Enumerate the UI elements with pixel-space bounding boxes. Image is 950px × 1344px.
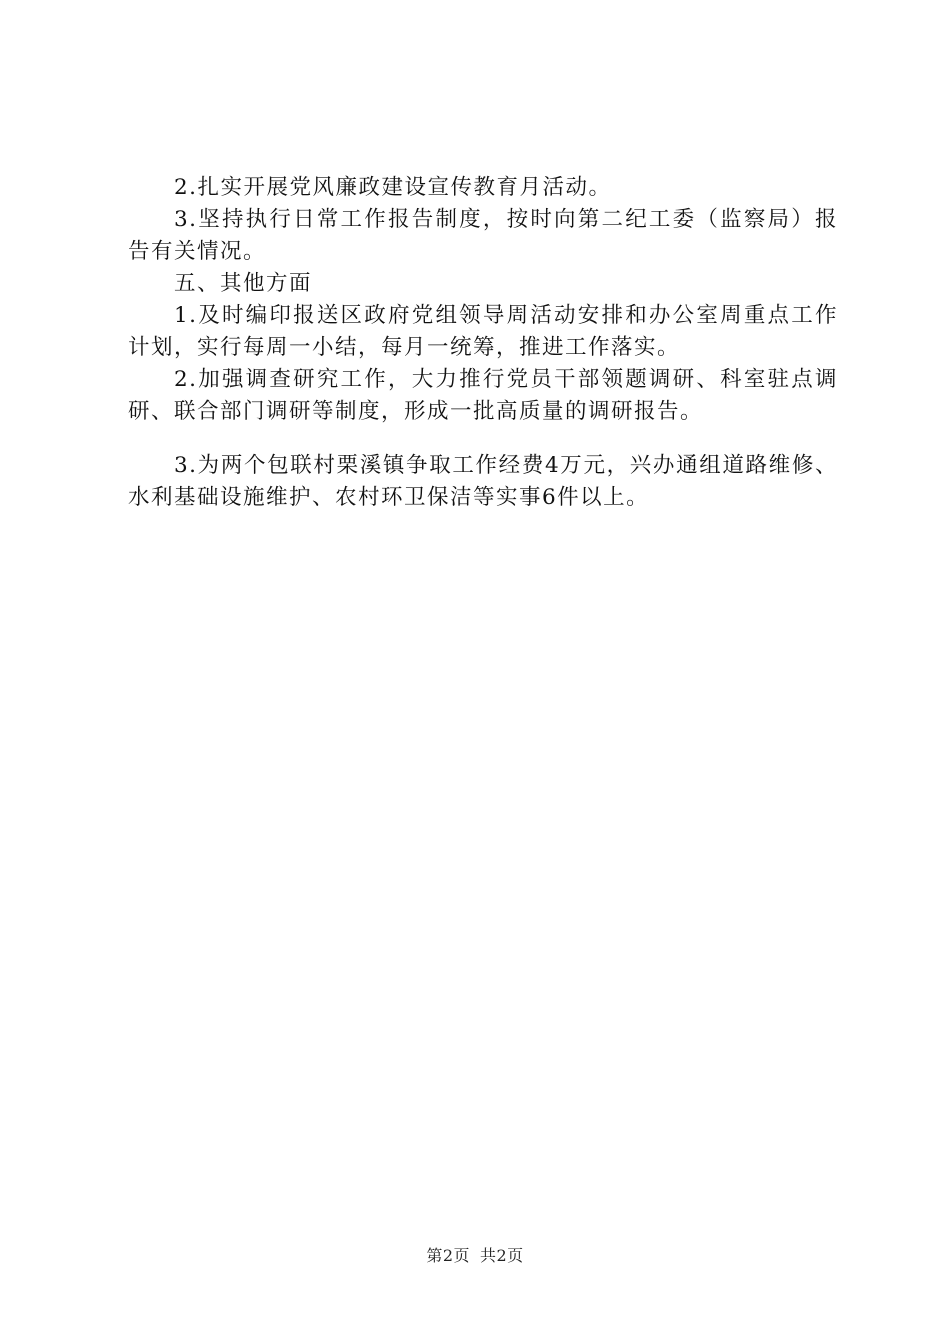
page-number-total: 共2页 [480, 1246, 524, 1265]
paragraph-item-3-village: 3.为两个包联村栗溪镇争取工作经费4万元，兴办通组道路维修、水利基础设施维护、农村环卫保洁等实事6件以上。 [128, 453, 838, 510]
paragraph-item-2: 2.扎实开展党风廉政建设宣传教育月活动。 [174, 175, 612, 200]
paragraph-item-3-report: 3.坚持执行日常工作报告制度，按时向第二纪工委（监察局）报告有关情况。 [128, 207, 838, 264]
paragraph-item-1-schedule: 1.及时编印报送区政府党组领导周活动安排和办公室周重点工作计划，实行每周一小结，每月一统筹，推进工作落实。 [128, 303, 838, 360]
section-heading-other: 五、其他方面 [174, 271, 313, 296]
page-number-current: 第2页 [426, 1246, 470, 1265]
document-body [128, 172, 838, 514]
paragraph-item-2-research: 2.加强调查研究工作，大力推行党员干部领题调研、科室驻点调研、联合部门调研等制度，形成一批高质量的调研报告。 [128, 367, 838, 424]
page-footer [0, 1243, 950, 1266]
